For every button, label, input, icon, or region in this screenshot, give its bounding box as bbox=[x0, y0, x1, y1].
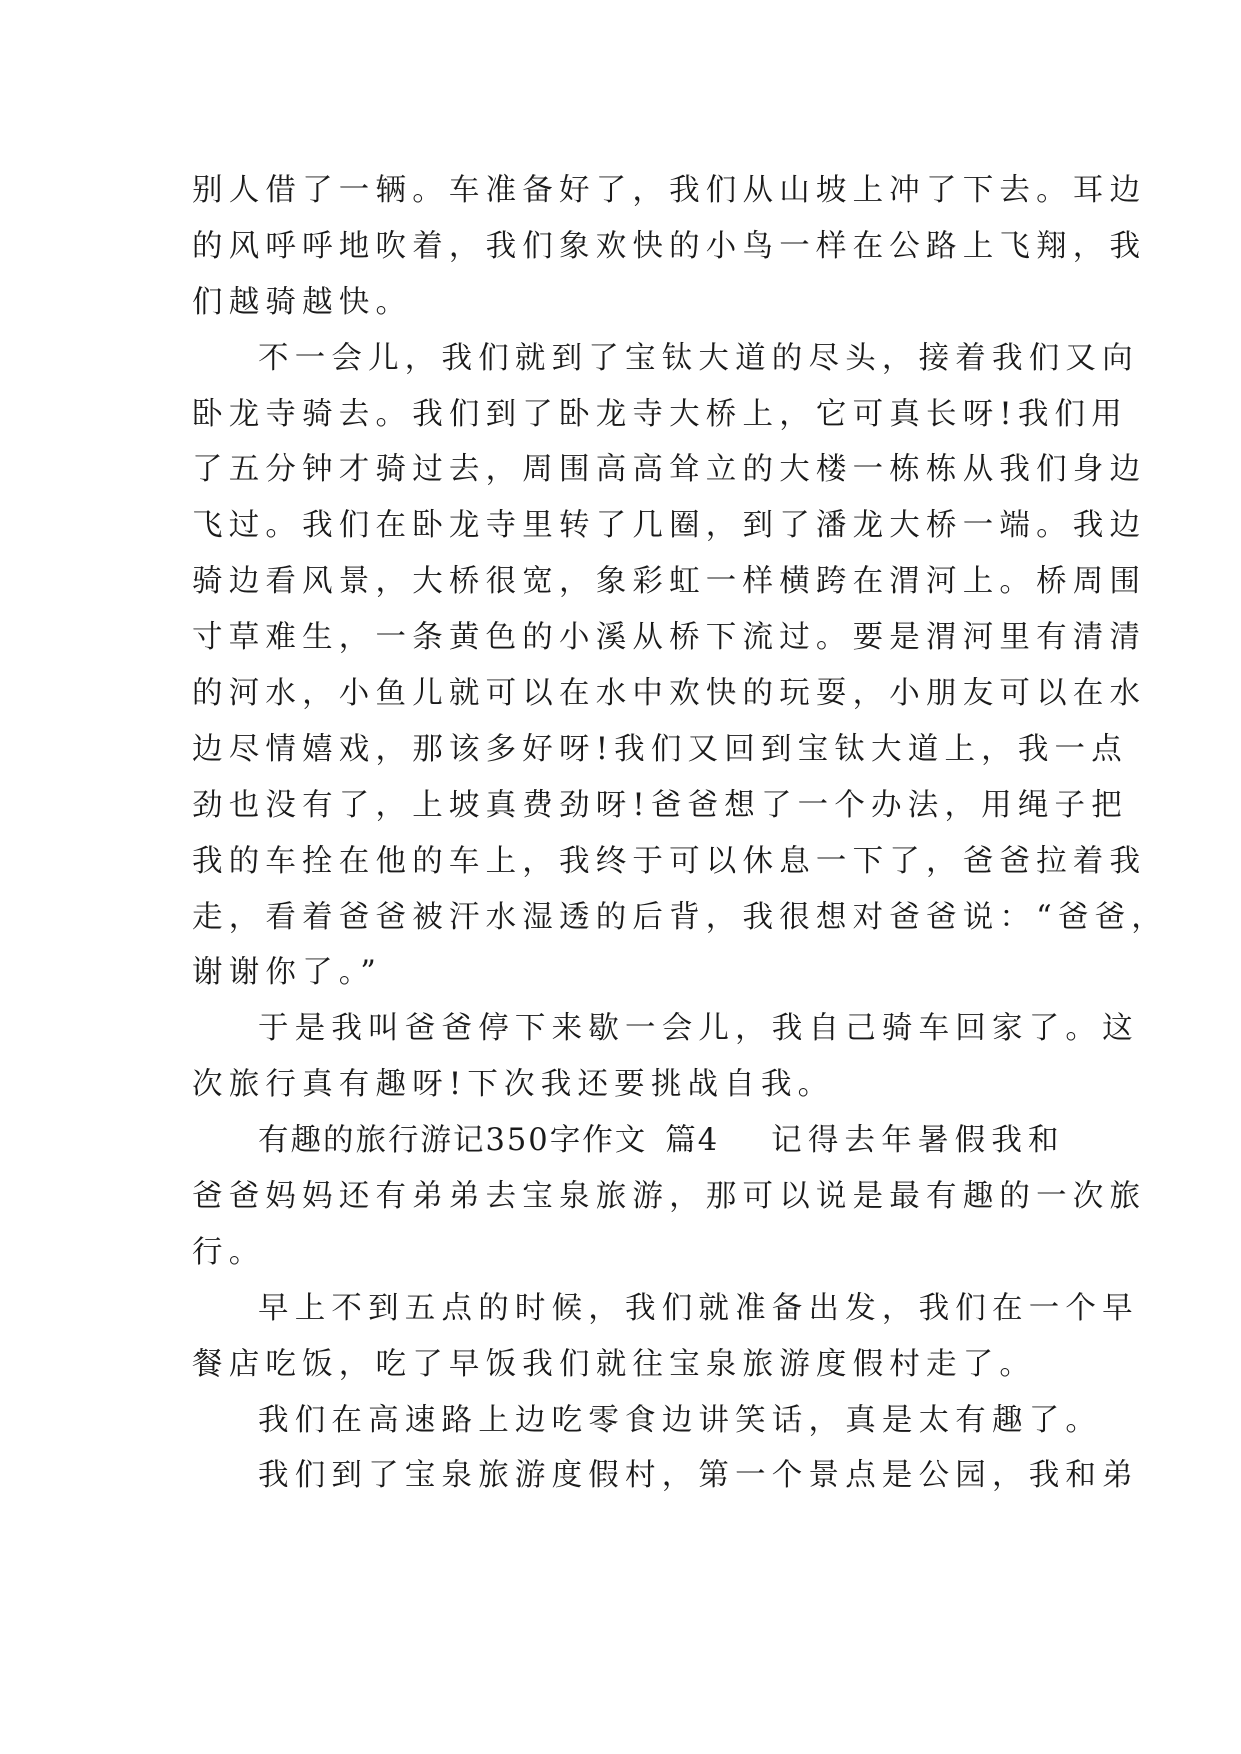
paragraph-start-line: 不一会儿，我们就到了宝钛大道的尽头，接着我们又向 bbox=[258, 340, 1139, 376]
paragraph-start-line: 于是我叫爸爸停下来歇一会儿，我自己骑车回家了。这 bbox=[258, 1011, 1139, 1047]
text-line: 卧龙寺骑去。我们到了卧龙寺大桥上，它可真长呀!我们用 bbox=[192, 396, 1128, 432]
text-line: 餐店吃饭，吃了早饭我们就往宝泉旅游度假村走了。 bbox=[192, 1346, 1037, 1382]
text-line: 谢谢你了。” bbox=[192, 955, 383, 991]
text-line: 的河水，小鱼儿就可以在水中欢快的玩耍，小朋友可以在水 bbox=[192, 676, 1147, 712]
text-line: 次旅行真有趣呀!下次我还要挑战自我。 bbox=[192, 1067, 835, 1103]
section-heading-number: 篇4 bbox=[665, 1123, 720, 1159]
text-line: 寸草难生，一条黄色的小溪从桥下流过。要是渭河里有清清 bbox=[192, 620, 1147, 656]
text-line: 了五分钟才骑过去，周围高高耸立的大楼一栋栋从我们身边 bbox=[192, 452, 1147, 488]
body-text bbox=[192, 163, 1168, 1504]
section-heading-title: 有趣的旅行游记350字作文 bbox=[258, 1123, 648, 1159]
section-heading-text: 记得去年暑假我和 bbox=[771, 1123, 1065, 1159]
section-heading-line bbox=[192, 1113, 1072, 1169]
text-line: 别人借了一辆。车准备好了，我们从山坡上冲了下去。耳边 bbox=[192, 173, 1147, 208]
text-line: 的风呼呼地吹着，我们象欢快的小鸟一样在公路上飞翔，我 bbox=[192, 228, 1147, 264]
text-line: 骑边看风景，大桥很宽，象彩虹一样横跨在渭河上。桥周围 bbox=[192, 564, 1147, 600]
paragraph-start-line: 我们在高速路上边吃零食边讲笑话，真是太有趣了。 bbox=[258, 1402, 1103, 1438]
text-line: 飞过。我们在卧龙寺里转了几圈，到了潘龙大桥一端。我边 bbox=[192, 508, 1147, 544]
text-line: 劲也没有了，上坡真费劲呀!爸爸想了一个办法，用绳子把 bbox=[192, 787, 1128, 823]
paragraph-start-line: 早上不到五点的时候，我们就准备出发，我们在一个早 bbox=[258, 1290, 1139, 1326]
paragraph-start-line: 我们到了宝泉旅游度假村，第一个景点是公园，我和弟 bbox=[258, 1458, 1139, 1494]
text-line: 行。 bbox=[192, 1234, 266, 1270]
text-line: 我的车拴在他的车上，我终于可以休息一下了，爸爸拉着我 bbox=[192, 843, 1147, 879]
text-line: 们越骑越快。 bbox=[192, 284, 413, 320]
text-line: 走，看着爸爸被汗水湿透的后背，我很想对爸爸说：“爸爸， bbox=[192, 899, 1168, 935]
text-line: 边尽情嬉戏，那该多好呀!我们又回到宝钛大道上，我一点 bbox=[192, 731, 1128, 767]
text-line: 爸爸妈妈还有弟弟去宝泉旅游，那可以说是最有趣的一次旅 bbox=[192, 1179, 1147, 1215]
